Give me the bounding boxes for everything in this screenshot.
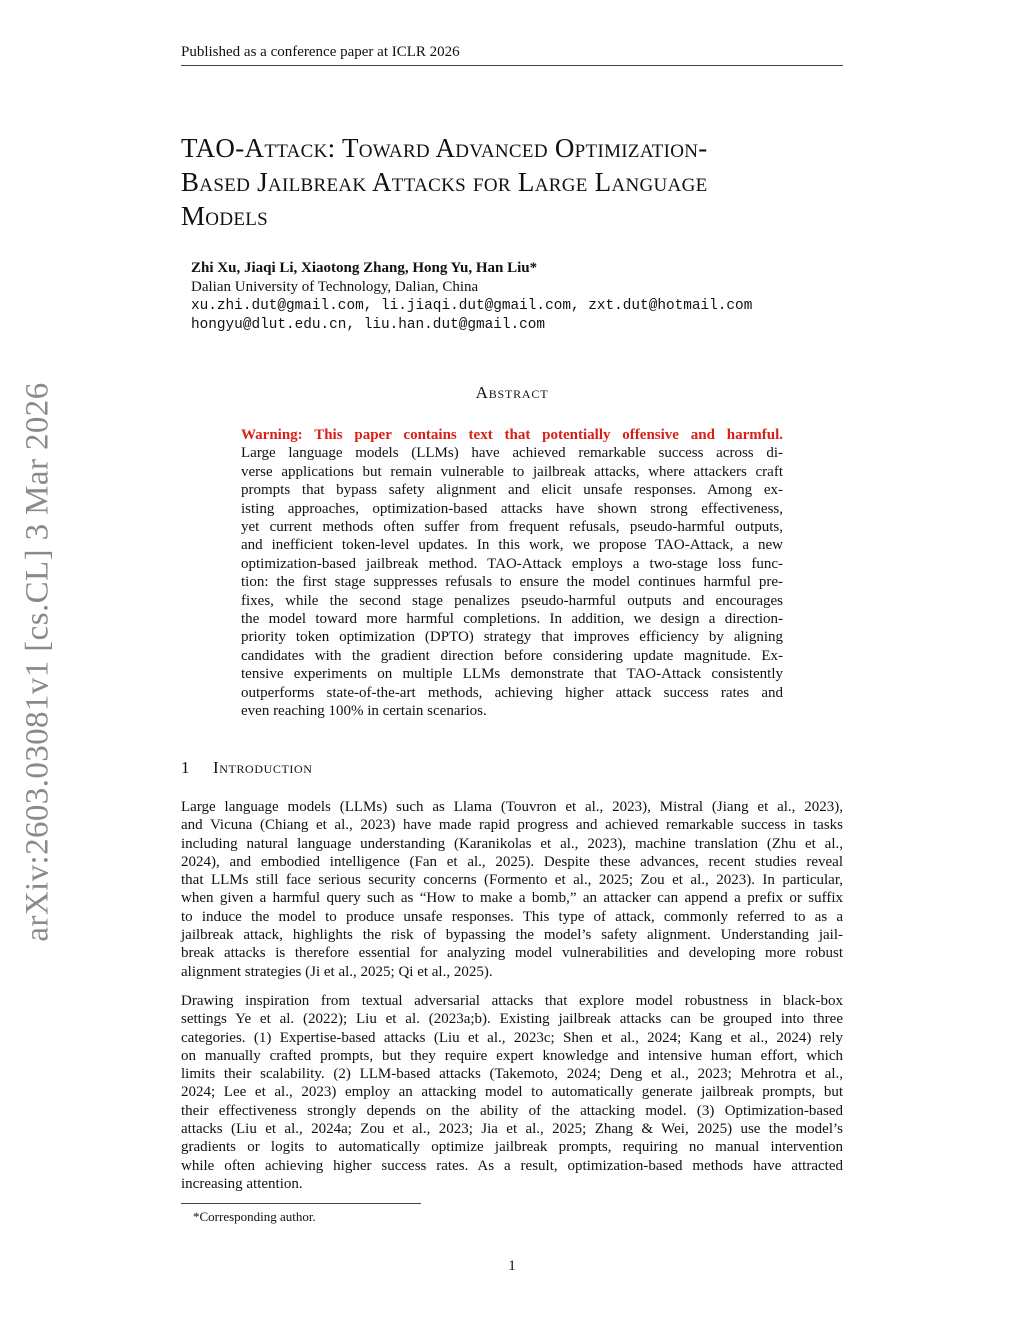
paragraph-line: Large language models (LLMs) such as Llama (Touvron et al., 2023), Mistral (Jiang et al., 2023),	[181, 799, 843, 815]
paragraph-line: to induce the model to produce unsafe responses. This type of attack, commonly referred to as a	[181, 908, 843, 925]
abstract-heading: Abstract	[475, 383, 549, 402]
header-rule	[181, 65, 843, 66]
footnote-rule	[181, 1203, 421, 1204]
abstract-body	[241, 426, 783, 721]
abstract-line: tensive experiments on multiple LLMs demonstrate that TAO-Attack consistently	[241, 666, 783, 683]
paragraph-line: that LLMs still face serious security concerns (Formento et al., 2025; Zou et al., 2023). In particular,	[181, 872, 843, 889]
paragraph-line: their effectiveness strongly depends on the ability of the attacking model. (3) Optimization-based	[181, 1102, 843, 1119]
content-warning: Warning: This paper contains text that potentially offensive and harmful.	[241, 427, 783, 443]
abstract-line: priority token optimization (DPTO) strategy that improves efficiency by aligning	[241, 629, 783, 646]
paragraph-line: categories. (1) Expertise-based attacks (Liu et al., 2023c; Shen et al., 2024; Kang et al., 2024) rely	[181, 1029, 843, 1046]
page-number: 1	[508, 1258, 516, 1274]
author-affiliation: Dalian University of Technology, Dalian, China	[191, 279, 479, 295]
section-title: Introduction	[213, 758, 313, 777]
intro-paragraph-2	[181, 992, 843, 1193]
paragraph-line: alignment strategies (Ji et al., 2025; Qi et al., 2025).	[181, 963, 493, 980]
running-head: Published as a conference paper at ICLR 2026	[181, 44, 460, 60]
title-line-2: Based Jailbreak Attacks for Large Language	[181, 167, 708, 197]
abstract-line: the model toward more harmful completions. In addition, we design a direction-	[241, 611, 783, 628]
arxiv-identifier-stamp: arXiv:2603.03081v1 [cs.CL] 3 Mar 2026	[19, 382, 56, 942]
abstract-line: tion: the first stage suppresses refusals to ensure the model continues harmful pre-	[241, 574, 783, 591]
abstract-line: outperforms state-of-the-art methods, achieving higher attack success rates and	[241, 684, 783, 701]
paragraph-line: while often achieving higher success rates. As a result, optimization-based methods have attracted	[181, 1157, 843, 1174]
abstract-text	[241, 444, 783, 720]
abstract-line: prompts that bypass safety alignment and elicit unsafe responses. Among ex-	[241, 482, 783, 499]
paragraph-line: gradients or logits to automatically optimize jailbreak prompts, requiring no manual intervention	[181, 1139, 843, 1156]
author-names: Zhi Xu, Jiaqi Li, Xiaotong Zhang, Hong Yu, Han Liu*	[191, 260, 538, 276]
paragraph-line: when given a harmful query such as “How to make a bomb,” an attacker can append a prefix or suffix	[181, 890, 843, 907]
abstract-line: even reaching 100% in certain scenarios.	[241, 703, 487, 720]
abstract-line: optimization-based jailbreak method. TAO-Attack employs a two-stage loss func-	[241, 555, 783, 572]
section-heading-introduction	[181, 758, 313, 778]
title-line-1: TAO-Attack: Toward Advanced Optimization-	[181, 133, 708, 163]
abstract-line: isting approaches, optimization-based attacks have shown strong effectiveness,	[241, 500, 783, 517]
paragraph-line: increasing attention.	[181, 1175, 303, 1192]
abstract-line: fixes, while the second stage penalizes pseudo-harmful outputs and encourages	[241, 592, 783, 609]
paper-title	[181, 131, 861, 233]
paragraph-line: 2024), and embodied intelligence (Fan et al., 2025). Despite these advances, recent studies reveal	[181, 853, 843, 870]
abstract-line: verse applications but remain vulnerable to jailbreak attacks, where attackers craft	[241, 463, 783, 480]
footnote-corresponding-author: *Corresponding author.	[193, 1209, 316, 1224]
paragraph-line: attacks (Liu et al., 2024a; Zou et al., 2023; Jia et al., 2025; Zhang & Wei, 2025) use the model’s	[181, 1121, 843, 1138]
paragraph-line: including natural language understanding (Karanikolas et al., 2023), machine translation (Zhu et al.,	[181, 835, 843, 852]
paragraph-line: jailbreak attack, highlights the risk of bypassing the model’s safety alignment. Understanding jail-	[181, 927, 843, 944]
abstract-line: yet current methods often suffer from frequent refusals, pseudo-harmful outputs,	[241, 519, 783, 536]
paragraph-line: limits their scalability. (2) LLM-based attacks (Takemoto, 2024; Deng et al., 2023; Mehrotra et al.,	[181, 1066, 843, 1083]
paragraph-line: on manually crafted prompts, but they require expert knowledge and intensive human effort, which	[181, 1047, 843, 1064]
paragraph-line: and Vicuna (Chiang et al., 2023) have made rapid progress and achieved remarkable success in tasks	[181, 817, 843, 834]
paragraph-line: settings Ye et al. (2022); Liu et al. (2023a;b). Existing jailbreak attacks can be grouped into three	[181, 1011, 843, 1028]
intro-paragraph-1	[181, 798, 843, 981]
author-emails-line-2: hongyu@dlut.edu.cn, liu.han.dut@gmail.com	[191, 317, 546, 333]
paragraph-line: Drawing inspiration from textual adversarial attacks that explore model robustness in black-box	[181, 993, 843, 1009]
section-number: 1	[181, 758, 190, 777]
title-line-3: Models	[181, 201, 269, 231]
author-emails-line-1: xu.zhi.dut@gmail.com, li.jiaqi.dut@gmail.com, zxt.dut@hotmail.com	[191, 298, 753, 314]
paragraph-line: break attacks is therefore essential for analyzing model vulnerabilities and developing more robust	[181, 945, 843, 962]
abstract-line: and inefficient token-level updates. In this work, we propose TAO-Attack, a new	[241, 537, 783, 554]
abstract-line: candidates with the gradient direction before considering update magnitude. Ex-	[241, 647, 783, 664]
abstract-line: Large language models (LLMs) have achieved remarkable success across di-	[241, 445, 783, 462]
paragraph-line: 2024; Lee et al., 2023) employ an attacking model to automatically generate jailbreak prompts, but	[181, 1084, 843, 1101]
